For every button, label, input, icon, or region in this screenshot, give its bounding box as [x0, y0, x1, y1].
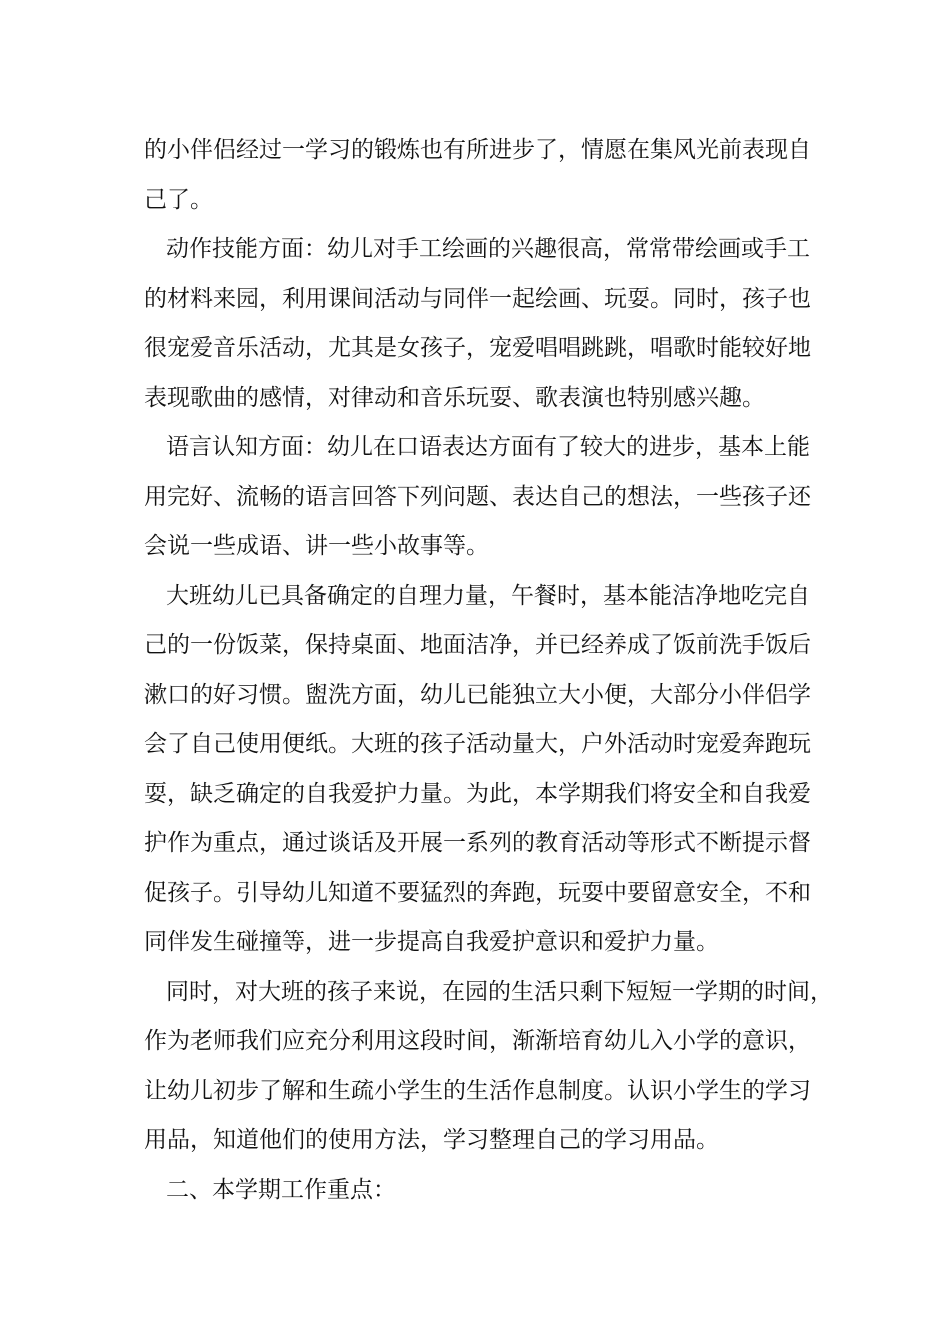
text-line: 会说一些成语、讲一些小故事等。 — [144, 533, 489, 559]
text-line: 用完好、流畅的语言回答下列问题、表达自己的想法，一些孩子还 — [144, 483, 811, 510]
text-line: 己的一份饭菜，保持桌面、地面洁净，并已经养成了饭前洗手饭后 — [144, 632, 811, 658]
text-line: 己了。 — [144, 186, 213, 213]
text-line: 同时，对大班的孩子来说，在园的生活只剩下短短一学期的时间， — [166, 978, 833, 1005]
text-line: 同伴发生碰撞等，进一步提高自我爱护意识和爱护力量。 — [144, 929, 719, 955]
text-line: 会了自己使用便纸。大班的孩子活动量大，户外活动时宠爱奔跑玩 — [144, 731, 811, 757]
text-line: 耍，缺乏确定的自我爱护力量。为此，本学期我们将安全和自我爱 — [144, 780, 811, 807]
text-line: 的小伴侣经过一学习的锻炼也有所进步了，情愿在集风光前表现自 — [144, 137, 811, 163]
text-line: 的材料来园，利用课间活动与同伴一起绘画、玩耍。同时，孩子也 — [144, 285, 811, 312]
text-line: 很宠爱音乐活动，尤其是女孩子，宠爱唱唱跳跳，唱歌时能较好地 — [144, 335, 811, 361]
text-line: 促孩子。引导幼儿知道不要猛烈的奔跑，玩耍中要留意安全，不和 — [144, 879, 811, 906]
text-line: 大班幼儿已具备确定的自理力量，午餐时，基本能洁净地吃完自 — [166, 582, 810, 609]
text-line: 作为老师我们应充分利用这段时间，渐渐培育幼儿入小学的意识， — [144, 1028, 811, 1054]
text-line: 护作为重点，通过谈话及开展一系列的教育活动等形式不断提示督 — [144, 830, 811, 856]
text-line: 让幼儿初步了解和生疏小学生的生活作息制度。认识小学生的学习 — [144, 1077, 811, 1104]
text-line: 用品，知道他们的使用方法，学习整理自己的学习用品。 — [144, 1127, 719, 1153]
text-line: 漱口的好习惯。盥洗方面，幼儿已能独立大小便，大部分小伴侣学 — [144, 681, 811, 708]
text-line: 表现歌曲的感情，对律动和音乐玩耍、歌表演也特别感兴趣。 — [144, 384, 765, 411]
section-heading: 二、本学期工作重点： — [166, 1176, 396, 1203]
text-line: 语言认知方面：幼儿在口语表达方面有了较大的进步，基本上能 — [166, 434, 810, 460]
text-line: 动作技能方面：幼儿对手工绘画的兴趣很高，常常带绘画或手工 — [166, 236, 810, 262]
body-text — [144, 126, 833, 1215]
